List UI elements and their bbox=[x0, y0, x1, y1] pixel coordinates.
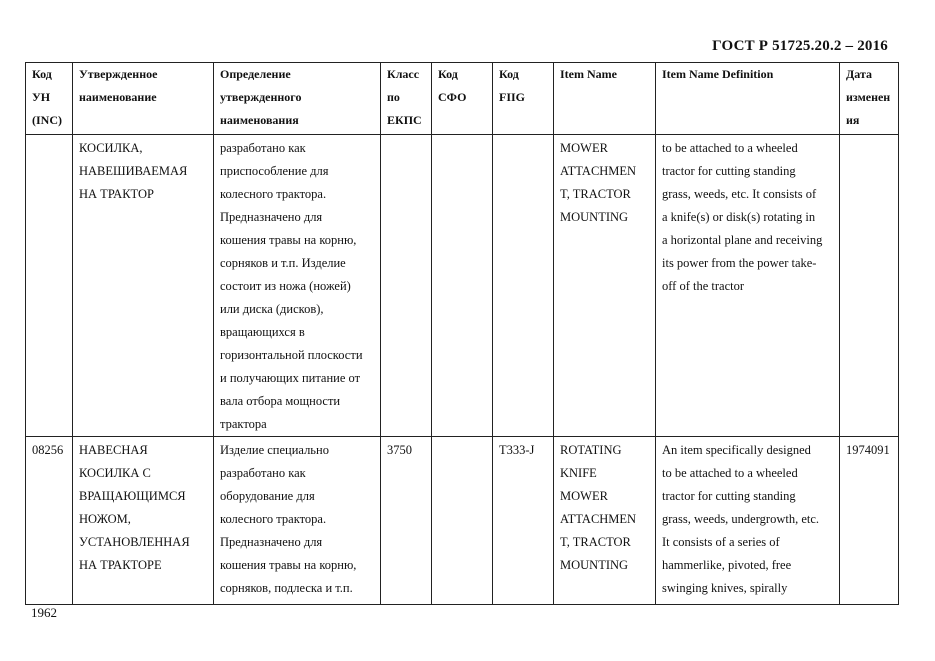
item-definition-cell bbox=[656, 135, 840, 437]
change-date-cell bbox=[840, 135, 899, 437]
header-line: Класс bbox=[387, 67, 420, 81]
cell-line: Предназначено для bbox=[220, 535, 323, 549]
cell-line: кошения травы на корню, bbox=[220, 233, 357, 247]
class-cell bbox=[381, 437, 432, 605]
header-line: ЕКПС bbox=[387, 113, 422, 127]
table-row bbox=[26, 437, 899, 605]
header-line: (INC) bbox=[32, 113, 62, 127]
header-definition bbox=[214, 63, 381, 135]
item-definition-cell bbox=[656, 437, 840, 605]
header-line: Утвержденное bbox=[79, 67, 158, 81]
cell-line: или диска (дисков), bbox=[220, 302, 324, 316]
cell-line: НОЖОМ, bbox=[79, 512, 131, 526]
header-line: Item Name Definition bbox=[662, 67, 774, 81]
table-header-row bbox=[26, 63, 899, 135]
sfo-cell bbox=[432, 437, 493, 605]
cell-line: приспособление для bbox=[220, 164, 329, 178]
cell-line: grass, weeds, undergrowth, etc. bbox=[662, 512, 820, 526]
cell-line: трактора bbox=[220, 417, 267, 431]
cell-line: Предназначено для bbox=[220, 210, 323, 224]
cell-line: to be attached to a wheeled bbox=[662, 466, 798, 480]
cell-line: НА ТРАКТОРЕ bbox=[79, 558, 162, 572]
cell-line: MOWER bbox=[560, 489, 608, 503]
cell-line: to be attached to a wheeled bbox=[662, 141, 798, 155]
header-fiig bbox=[493, 63, 554, 135]
cell-line: swinging knives, spirally bbox=[662, 581, 788, 595]
header-line: по bbox=[387, 90, 400, 104]
cell-line: MOWER bbox=[560, 141, 608, 155]
cell-line: tractor for cutting standing bbox=[662, 164, 796, 178]
cell-line: MOUNTING bbox=[560, 558, 629, 572]
code-cell bbox=[26, 437, 73, 605]
page-number: 1962 bbox=[31, 605, 57, 620]
cell-line: состоит из ножа (ножей) bbox=[220, 279, 351, 293]
class-cell bbox=[381, 135, 432, 437]
definition-cell bbox=[214, 135, 381, 437]
cell-line: КОСИЛКА С bbox=[79, 466, 151, 480]
header-line: FIIG bbox=[499, 90, 526, 104]
cell-line: НАВЕСНАЯ bbox=[79, 443, 148, 457]
cell-line: 08256 bbox=[32, 443, 64, 457]
cell-line: горизонтальной плоскости bbox=[220, 348, 363, 362]
cell-line: НАВЕШИВАЕМАЯ bbox=[79, 164, 188, 178]
cell-line: off of the tractor bbox=[662, 279, 745, 293]
header-line: СФО bbox=[438, 90, 467, 104]
cell-line: T, TRACTOR bbox=[560, 187, 631, 201]
header-line: УН bbox=[32, 90, 51, 104]
header-line: изменен bbox=[846, 90, 891, 104]
change-date-cell bbox=[840, 437, 899, 605]
cell-line: сорняков, подлеска и т.п. bbox=[220, 581, 353, 595]
cell-line: разработано как bbox=[220, 466, 306, 480]
cell-line: ATTACHMEN bbox=[560, 164, 637, 178]
approved-name-cell bbox=[73, 135, 214, 437]
cell-line: 1974091 bbox=[846, 443, 890, 457]
cell-line: ВРАЩАЮЩИМСЯ bbox=[79, 489, 186, 503]
cell-line: и получающих питание от bbox=[220, 371, 361, 385]
header-line: наименования bbox=[220, 113, 299, 127]
fiig-cell bbox=[493, 135, 554, 437]
cell-line: MOUNTING bbox=[560, 210, 629, 224]
cell-line: УСТАНОВЛЕННАЯ bbox=[79, 535, 190, 549]
cell-line: ROTATING bbox=[560, 443, 622, 457]
cell-line: вращающихся в bbox=[220, 325, 305, 339]
cell-line: An item specifically designed bbox=[662, 443, 811, 457]
item-name-cell bbox=[554, 437, 656, 605]
standard-header: ГОСТ Р 51725.20.2 – 2016 bbox=[712, 38, 888, 54]
cell-line: KNIFE bbox=[560, 466, 597, 480]
header-line: Item Name bbox=[560, 67, 617, 81]
header-line: утвержденного bbox=[220, 90, 302, 104]
header-line: Код bbox=[438, 67, 458, 81]
header-line: Код bbox=[499, 67, 519, 81]
item-name-cell bbox=[554, 135, 656, 437]
cell-line: Изделие специально bbox=[220, 443, 329, 457]
cell-line: сорняков и т.п. Изделие bbox=[220, 256, 346, 270]
definition-cell bbox=[214, 437, 381, 605]
cell-line: вала отбора мощности bbox=[220, 394, 341, 408]
cell-line: кошения травы на корню, bbox=[220, 558, 357, 572]
header-sfo bbox=[432, 63, 493, 135]
header-change-date bbox=[840, 63, 899, 135]
cell-line: ATTACHMEN bbox=[560, 512, 637, 526]
cell-line: колесного трактора. bbox=[220, 187, 327, 201]
cell-line: разработано как bbox=[220, 141, 306, 155]
cell-line: НА ТРАКТОР bbox=[79, 187, 154, 201]
header-code bbox=[26, 63, 73, 135]
header-line: Дата bbox=[846, 67, 872, 81]
header-approved-name bbox=[73, 63, 214, 135]
code-cell bbox=[26, 135, 73, 437]
table-row bbox=[26, 135, 899, 437]
cell-line: 3750 bbox=[387, 443, 412, 457]
header-line: Определение bbox=[220, 67, 291, 81]
cell-line: its power from the power take- bbox=[662, 256, 817, 270]
cell-line: tractor for cutting standing bbox=[662, 489, 796, 503]
catalog-table bbox=[25, 62, 899, 605]
cell-line: КОСИЛКА, bbox=[79, 141, 143, 155]
cell-line: колесного трактора. bbox=[220, 512, 327, 526]
sfo-cell bbox=[432, 135, 493, 437]
cell-line: hammerlike, pivoted, free bbox=[662, 558, 792, 572]
cell-line: It consists of a series of bbox=[662, 535, 780, 549]
approved-name-cell bbox=[73, 437, 214, 605]
cell-line: a knife(s) or disk(s) rotating in bbox=[662, 210, 816, 224]
header-line: Код bbox=[32, 67, 52, 81]
header-line: наименование bbox=[79, 90, 157, 104]
header-item-name bbox=[554, 63, 656, 135]
header-class bbox=[381, 63, 432, 135]
cell-line: grass, weeds, etc. It consists of bbox=[662, 187, 817, 201]
cell-line: оборудование для bbox=[220, 489, 315, 503]
cell-line: T, TRACTOR bbox=[560, 535, 631, 549]
cell-line: T333-J bbox=[499, 443, 535, 457]
fiig-cell bbox=[493, 437, 554, 605]
header-line: ия bbox=[846, 113, 860, 127]
header-item-definition bbox=[656, 63, 840, 135]
cell-line: a horizontal plane and receiving bbox=[662, 233, 823, 247]
